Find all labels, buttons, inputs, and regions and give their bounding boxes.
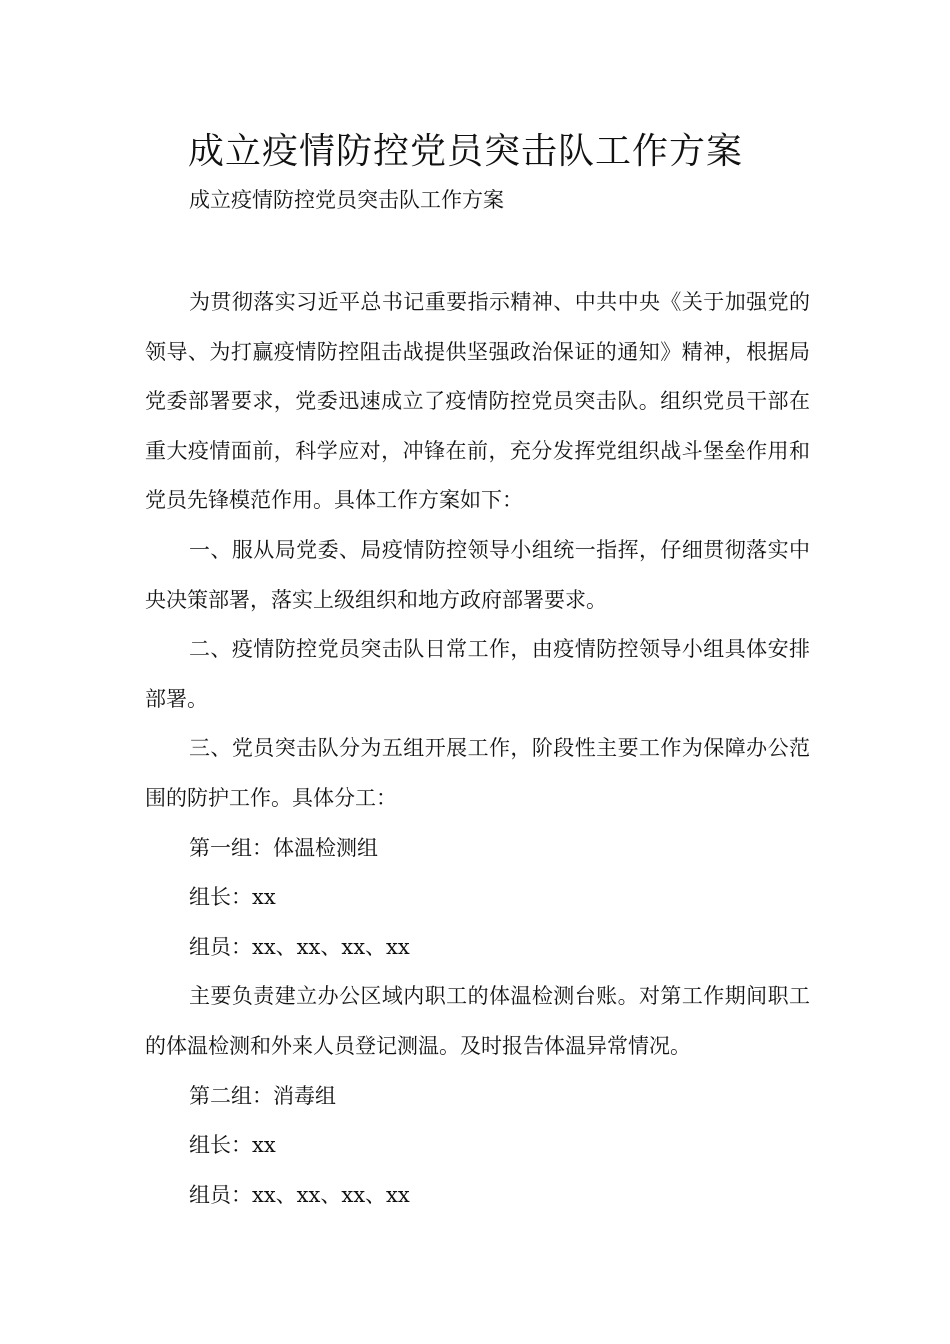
item-three-paragraph: 三、党员突击队分为五组开展工作，阶段性主要工作为保障办公范围的防护工作。具体分工：	[145, 736, 810, 810]
group-one-heading: 第一组：体温检测组	[189, 835, 378, 860]
group-two-leader: 组长：xx	[189, 1133, 276, 1158]
group-two-members: 组员：xx、xx、xx、xx	[189, 1182, 410, 1207]
document-subtitle: 成立疫情防控党员突击队工作方案	[189, 188, 504, 212]
item-one-paragraph: 一、服从局党委、局疫情防控领导小组统一指挥，仔细贯彻落实中央决策部署，落实上级组织和地方政府部署要求。	[145, 537, 810, 612]
group-one-members: 组员：xx、xx、xx、xx	[189, 934, 410, 959]
item-two-paragraph: 二、疫情防控党员突击队日常工作，由疫情防控领导小组具体安排部署。	[145, 637, 810, 711]
intro-paragraph: 为贯彻落实习近平总书记重要指示精神、中共中央《关于加强党的领导、为打赢疫情防控阻击战提供坚强政治保证的通知》精神，根据局党委部署要求，党委迅速成立了疫情防控党员突击队。组织党员干部在重大疫情面前，科学应对，冲锋在前，充分发挥党组织战斗堡垒作用和党员先锋模范作用。具体工作方案如下：	[145, 290, 810, 513]
group-one-duties: 主要负责建立办公区域内职工的体温检测台账。对第工作期间职工的体温检测和外来人员登记测温。及时报告体温异常情况。	[145, 984, 810, 1058]
document-body	[145, 278, 810, 1220]
document-title: 成立疫情防控党员突击队工作方案	[188, 131, 744, 172]
group-two-heading: 第二组：消毒组	[189, 1083, 336, 1108]
group-one-leader: 组长：xx	[189, 885, 276, 910]
